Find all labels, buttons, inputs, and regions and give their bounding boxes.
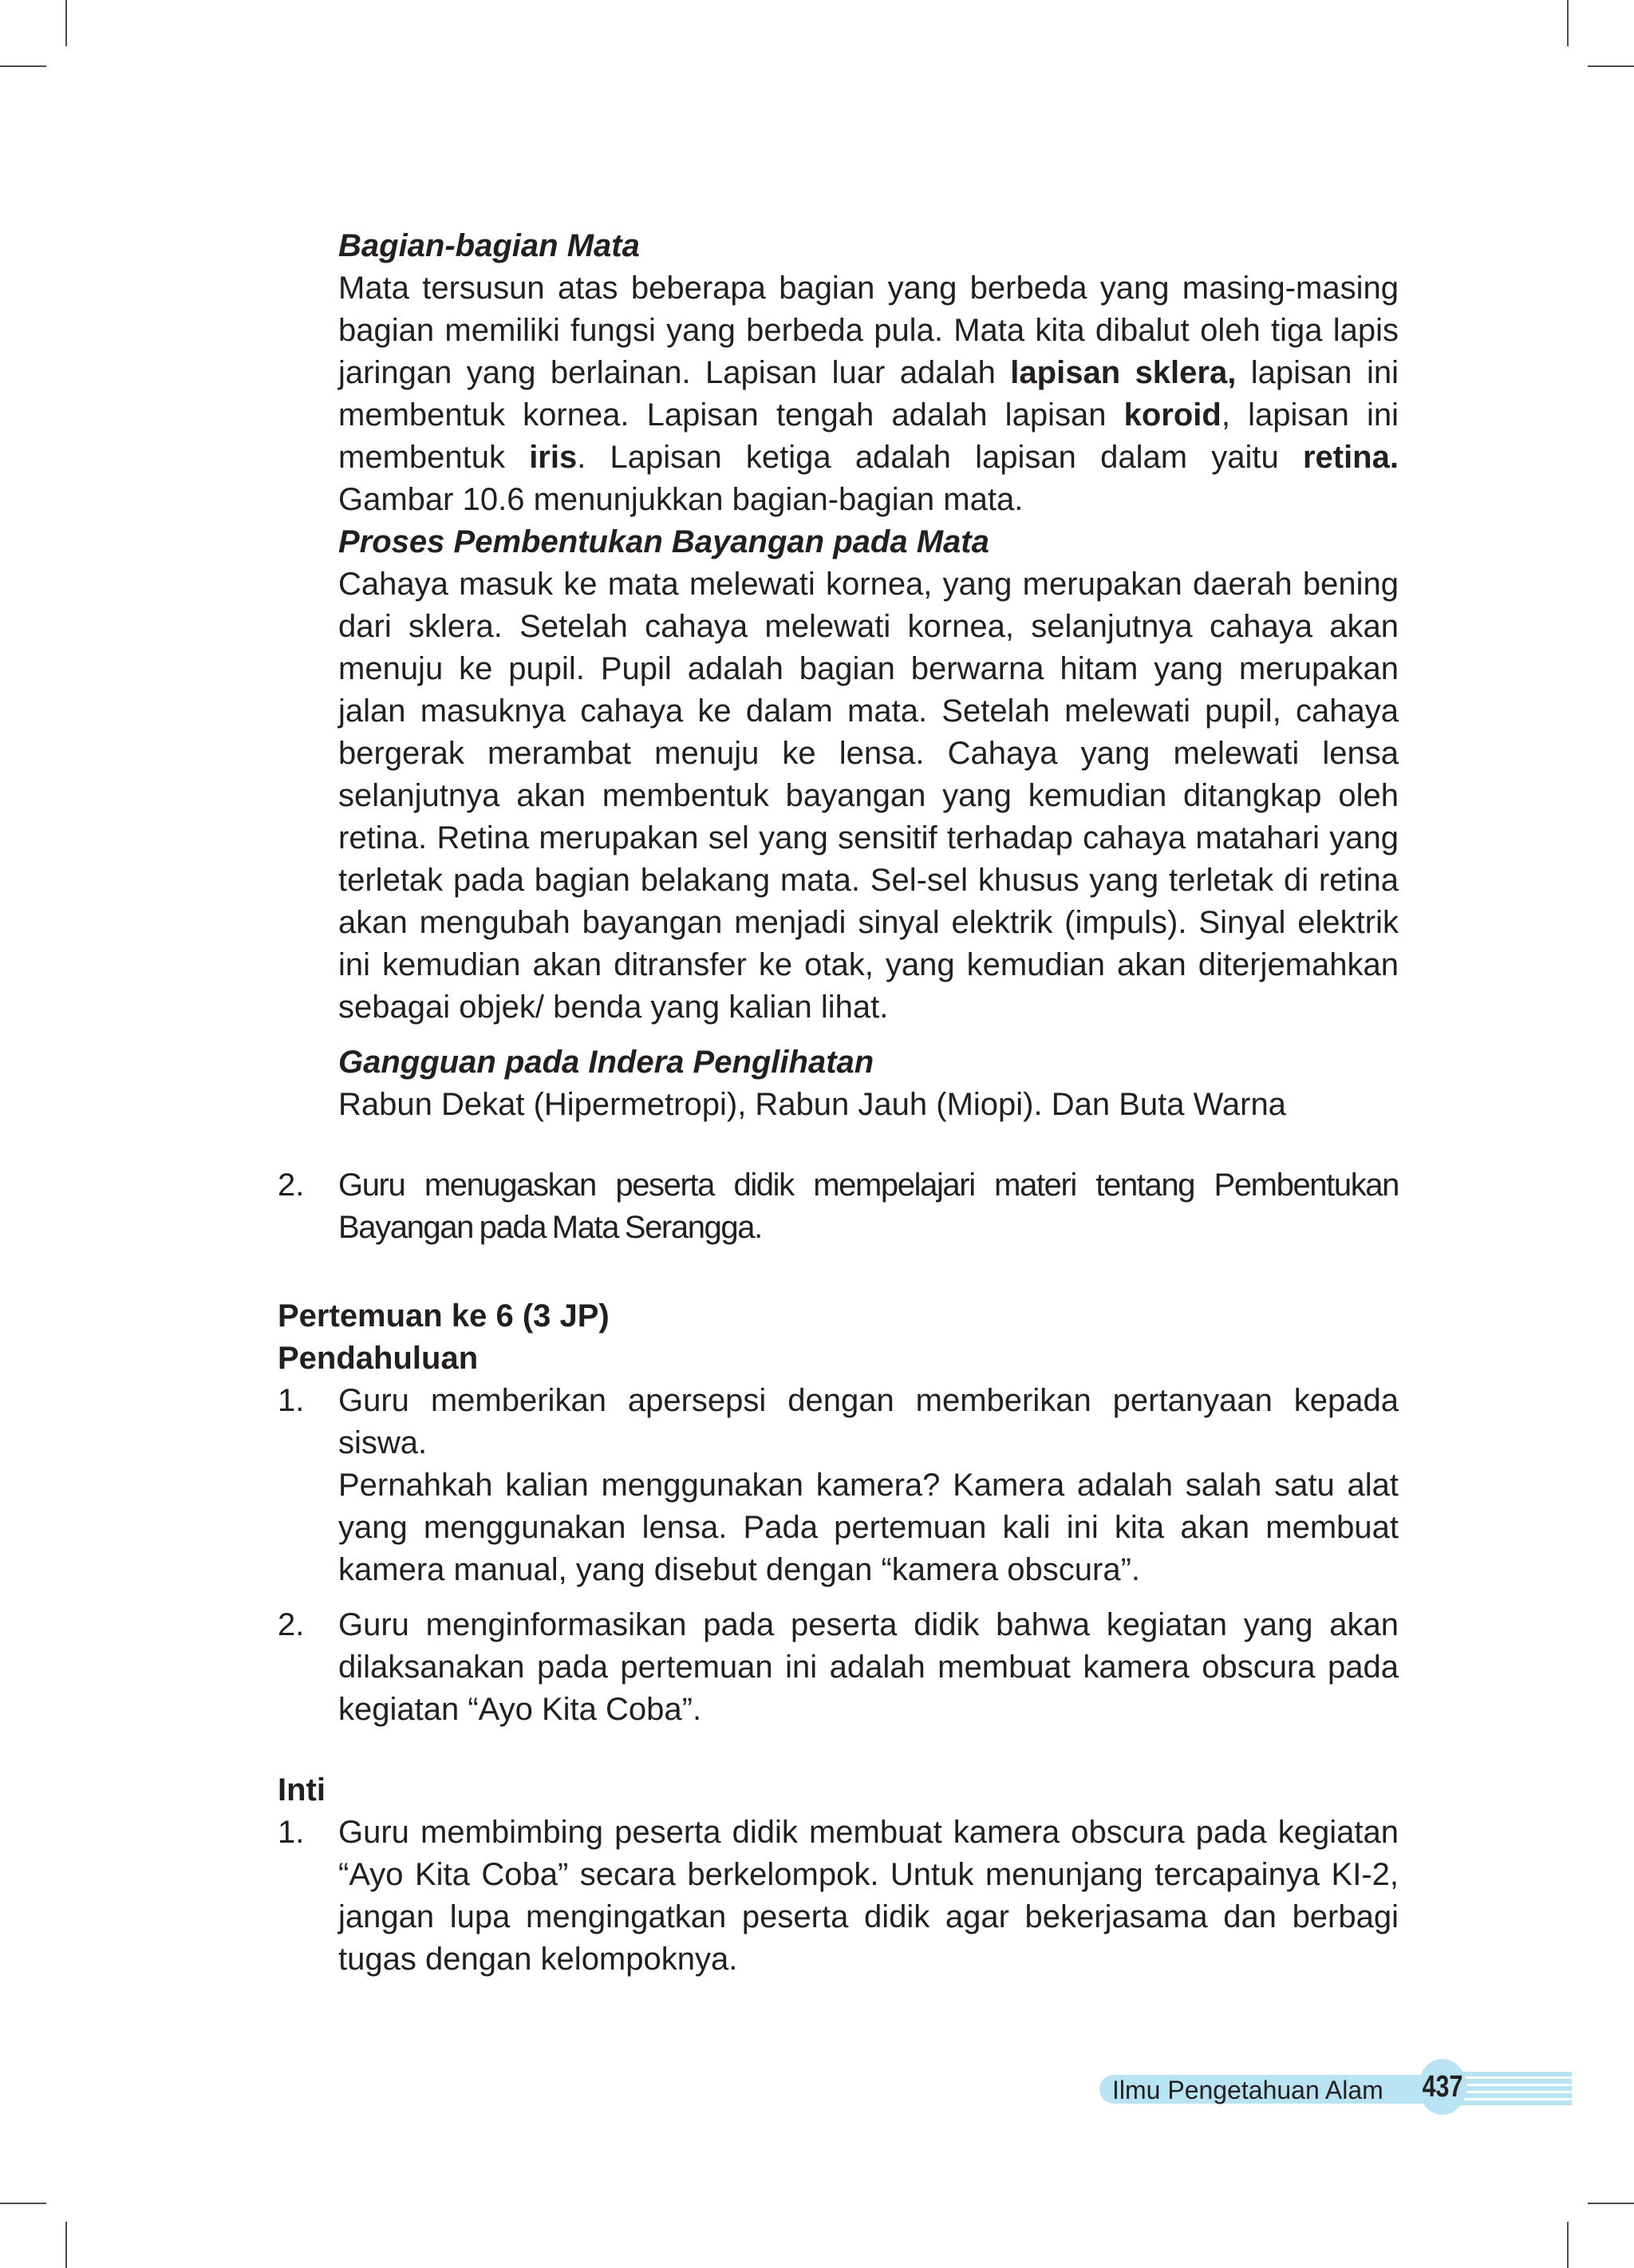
paragraph-proses-bayangan: Cahaya masuk ke mata melewati kornea, yang merupakan daerah bening dari sklera. Setelah cahaya melewati kornea, selanjutnya cahaya akan menuju ke pupil. Pupil adalah bagian berwarna hitam yang merupakan jalan masuknya cahaya ke dalam mata. Setelah melewati pupil, cahaya bergerak merambat menuju ke lensa. Cahaya yang melewati lensa selanjutnya akan membentuk bayangan yang kemudian ditangkap oleh retina. Retina merupakan sel yang sensitif terhadap cahaya matahari yang terletak pada bagian belakang mata. Sel-sel khusus yang terletak di retina akan mengubah bayangan menjadi sinyal elektrik (impuls). Sinyal elektrik ini kemudian akan ditransfer ke otak, yang kemudian akan diterjemahkan sebagai objek/ benda yang kalian lihat. xyxy=(338,567,1399,1025)
section-eye-material xyxy=(338,225,1399,1126)
crop-mark-bottom-left-v xyxy=(65,2222,67,2268)
list-item xyxy=(278,1164,1399,1249)
crop-mark-top-left-h xyxy=(0,65,46,67)
list-text: Guru menginformasikan pada peserta didik bahwa kegiatan yang akan dilaksanakan pada pertemuan ini adalah membuat kamera obscura pada kegiatan “Ayo Kita Coba”. xyxy=(338,1607,1399,1727)
text-run: Gambar 10.6 menunjukkan bagian-bagian mata. xyxy=(338,482,1024,517)
heading-proses-bayangan: Proses Pembentukan Bayangan pada Mata xyxy=(338,524,989,559)
heading-pertemuan-6: Pertemuan ke 6 (3 JP) xyxy=(278,1298,610,1334)
crop-mark-bottom-right-v xyxy=(1567,2222,1569,2268)
list-item xyxy=(278,1604,1399,1731)
text-run: , lapisan ini membentuk xyxy=(338,397,1399,475)
list-number: 2. xyxy=(278,1607,305,1642)
text-run: . Lapisan ketiga adalah lapisan dalam yaitu xyxy=(577,440,1303,475)
page-number: 437 xyxy=(1419,2059,1467,2115)
heading-pendahuluan: Pendahuluan xyxy=(278,1341,479,1376)
paragraph-gangguan: Rabun Dekat (Hipermetropi), Rabun Jauh (Miopi). Dan Buta Warna xyxy=(338,1087,1286,1122)
list-number: 1. xyxy=(278,1383,305,1418)
list-subtext: Pernahkah kalian menggunakan kamera? Kamera adalah salah satu alat yang menggunakan lensa. Pada pertemuan kali ini kita akan membuat kamera manual, yang disebut dengan “kamera obscura”. xyxy=(338,1468,1399,1587)
list-item xyxy=(278,1380,1399,1591)
page-footer xyxy=(1099,2059,1572,2115)
list-number: 2. xyxy=(278,1168,305,1203)
bold-term: lapisan sklera, xyxy=(1010,355,1237,390)
list-number: 1. xyxy=(278,1815,305,1850)
crop-mark-top-left-v xyxy=(65,0,67,46)
list-text: Guru menugaskan peserta didik mempelajari materi tentang Pembentukan Bayangan pada Mata Serangga. xyxy=(338,1168,1399,1245)
bold-term: koroid xyxy=(1123,397,1222,433)
footer-book-title: Ilmu Pengetahuan Alam xyxy=(1112,2076,1383,2104)
footer-stripes xyxy=(1450,2072,1572,2107)
paragraph-bagian-mata xyxy=(338,267,1399,521)
text-run: Mata tersusun atas beberapa bagian yang berbeda yang masing-masing bagian memiliki fungsi yang berbeda pula. Mata kita dibalut oleh tiga lapis jaringan yang berlainan. Lapisan luar adalah xyxy=(338,271,1399,390)
crop-mark-top-right-h xyxy=(1588,65,1634,67)
text-run: lapisan ini membentuk kornea. Lapisan tengah adalah lapisan xyxy=(338,355,1399,433)
crop-mark-bottom-left-h xyxy=(0,2203,46,2204)
list-text: Guru memberikan apersepsi dengan memberikan pertanyaan kepada siswa. xyxy=(338,1383,1399,1460)
list-item xyxy=(278,1812,1399,1981)
page-content xyxy=(278,225,1399,1981)
crop-mark-bottom-right-h xyxy=(1588,2203,1634,2204)
heading-inti: Inti xyxy=(278,1772,326,1808)
heading-bagian-mata: Bagian-bagian Mata xyxy=(338,228,640,263)
list-text: Guru membimbing peserta didik membuat kamera obscura pada kegiatan “Ayo Kita Coba” secara berkelompok. Untuk menunjang tercapainya KI-2, jangan lupa mengingatkan peserta didik agar bekerjasama dan berbagi tugas dengan kelompoknya. xyxy=(338,1815,1399,1977)
heading-gangguan: Gangguan pada Indera Penglihatan xyxy=(338,1045,874,1080)
bold-term: retina. xyxy=(1302,440,1399,475)
bold-term: iris xyxy=(529,440,578,475)
crop-mark-top-right-v xyxy=(1567,0,1569,46)
